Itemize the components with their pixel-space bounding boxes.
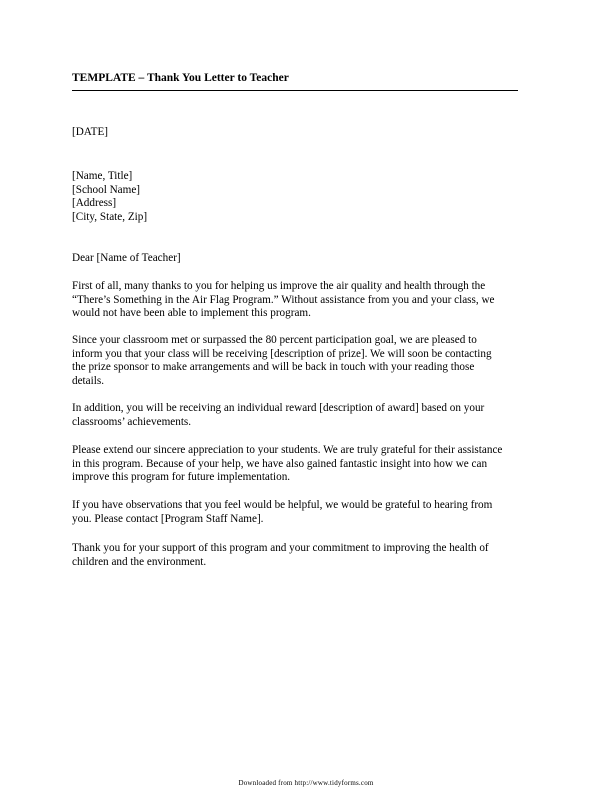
document-title: TEMPLATE – Thank You Letter to Teacher: [72, 72, 289, 84]
salutation: Dear [Name of Teacher]: [72, 252, 181, 264]
paragraph-line: “There’s Something in the Air Flag Program.” Without assistance from you and your class, we: [72, 293, 495, 306]
paragraph-line: improve this program for future implementation.: [72, 471, 291, 483]
footer-download-note: Downloaded from http://www.tidyforms.com: [238, 779, 374, 787]
paragraph-line: If you have observations that you feel would be helpful, we would be grateful to hearing from: [72, 499, 493, 511]
paragraph-line: would not have been able to implement this program.: [72, 307, 311, 319]
date-line: [DATE]: [72, 126, 109, 138]
paragraph-1: [72, 280, 542, 321]
address-city-state-zip: [City, State, Zip]: [72, 210, 148, 223]
address-school-name: [School Name]: [72, 183, 141, 196]
paragraph-3: [72, 402, 542, 429]
paragraph-line: Please extend our sincere appreciation to your students. We are truly grateful for their assistance: [72, 444, 503, 456]
paragraph-6: [72, 542, 542, 569]
paragraph-2: [72, 334, 542, 388]
paragraph-line: classrooms’ achievements.: [72, 415, 192, 428]
paragraph-line: In addition, you will be receiving an individual reward [description of award] based on your: [72, 402, 485, 414]
header-divider: [72, 90, 518, 91]
paragraph-line: children and the environment.: [72, 555, 207, 568]
paragraph-line: details.: [72, 374, 105, 387]
address-street: [Address]: [72, 197, 117, 209]
paragraph-line: the prize sponsor to make arrangements and will be back in touch with your reading those: [72, 361, 475, 373]
address-name-title: [Name, Title]: [72, 170, 133, 182]
paragraph-line: First of all, many thanks to you for helping us improve the air quality and health through the: [72, 280, 486, 292]
paragraph-line: in this program. Because of your help, we have also gained fantastic insight into how we can: [72, 457, 488, 470]
paragraph-line: you. Please contact [Program Staff Name].: [72, 512, 264, 525]
paragraph-line: Thank you for your support of this program and your commitment to improving the health of: [72, 542, 489, 554]
paragraph-line: Since your classroom met or surpassed the 80 percent participation goal, we are pleased to: [72, 334, 477, 346]
paragraph-line: inform you that your class will be receiving [description of prize]. We will soon be contacting: [72, 347, 492, 360]
address-block: [72, 170, 542, 224]
paragraph-4: [72, 444, 542, 485]
paragraph-5: [72, 499, 542, 526]
